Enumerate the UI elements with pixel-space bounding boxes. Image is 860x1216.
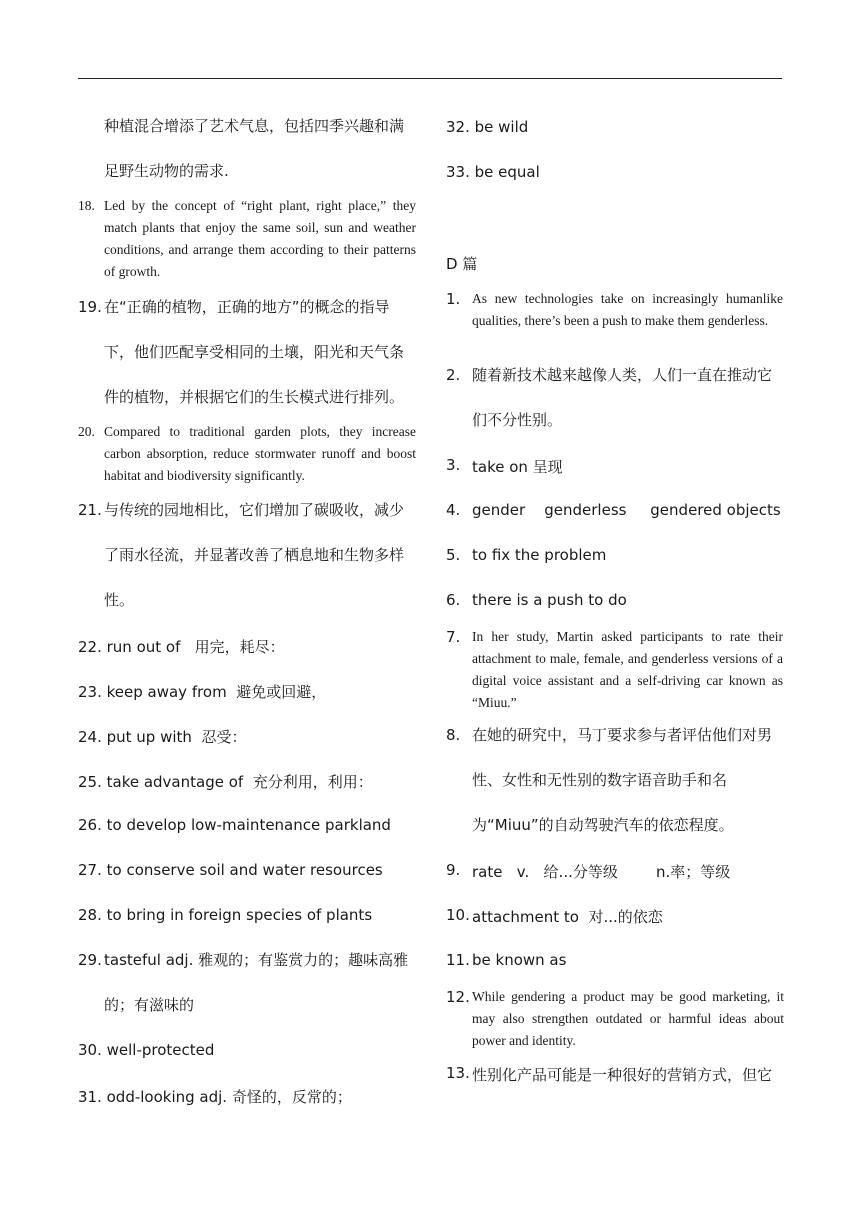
item-number: 2.	[446, 366, 461, 384]
list-item-22: 22. run out of 用完，耗尽：	[78, 638, 285, 656]
item-text: be known as	[472, 951, 567, 969]
item-text: there is a push to do	[472, 591, 627, 609]
item-text: 随着新技术越来越像人类，人们一直在推动它们不分性别。	[472, 366, 773, 429]
list-item-23: 23. keep away from 避免或回避，	[78, 683, 327, 701]
item-number: 11.	[446, 951, 470, 969]
item-text: gender genderless gendered objects	[472, 501, 781, 519]
list-item-32: 32. be wild	[446, 118, 529, 136]
list-item-33: 33. be equal	[446, 163, 540, 181]
item-text: Compared to traditional garden plots, they increase carbon absorption, reduce stormwater runoff and boost habitat and biodiversity significantly.	[104, 424, 416, 483]
item-number: 6.	[446, 591, 461, 609]
item-text: In her study, Martin asked participants to rate their attachment to male, female, and genderless versions of a digital voice assistant and a self-driving car known as “Miuu.”	[472, 629, 783, 710]
item-text: While gendering a product may be good marketing, it may also strengthen outdated or harmful ideas about power and identity.	[472, 989, 784, 1048]
item-number: 3.	[446, 456, 461, 474]
item-text: attachment to 对...的依恋	[472, 908, 663, 926]
item-number: 4.	[446, 501, 461, 519]
item-number: 20.	[78, 424, 95, 439]
text-line: 足野生动物的需求.	[104, 162, 229, 180]
item-number: 29.	[78, 951, 102, 969]
list-item-30: 30. well-protected	[78, 1041, 215, 1059]
list-item-25: 25. take advantage of 充分利用，利用：	[78, 773, 373, 791]
item-number: 5.	[446, 546, 461, 564]
item-number: 18.	[78, 198, 95, 213]
item-text: to fix the problem	[472, 546, 607, 564]
item-number: 10.	[446, 906, 470, 924]
item-number: 21.	[78, 501, 102, 519]
list-item-24: 24. put up with 忍受：	[78, 728, 247, 746]
item-text: As new technologies take on increasingly humanlike qualities, there’s been a push to make them genderless.	[472, 291, 783, 328]
item-text: 在“正确的植物，正确的地方”的概念的指导下，他们匹配享受相同的土壤，阳光和天气条件的植物，并根据它们的生长模式进行排列。	[104, 298, 405, 406]
header-rule	[78, 78, 782, 79]
item-number: 8.	[446, 726, 461, 744]
item-text: tasteful adj. 雅观的；有鉴赏力的；趣味高雅的；有滋味的	[104, 951, 409, 1014]
item-text: take on 呈现	[472, 458, 563, 476]
list-item-28: 28. to bring in foreign species of plants	[78, 906, 373, 924]
item-number: 12.	[446, 988, 470, 1006]
item-text: 与传统的园地相比，它们增加了碳吸收，减少了雨水径流，并显著改善了栖息地和生物多样性。	[104, 501, 405, 609]
item-number: 1.	[446, 290, 461, 308]
item-text: rate v. 给...分等级 n.率；等级	[472, 863, 731, 881]
item-number: 9.	[446, 861, 461, 879]
item-number: 7.	[446, 628, 461, 646]
list-item-27: 27. to conserve soil and water resources	[78, 861, 383, 879]
item-text: 在她的研究中，马丁要求参与者评估他们对男性、女性和无性别的数字语音助手和名为“Miuu”的自动驾驶汽车的依恋程度。	[472, 726, 773, 834]
item-text: 性别化产品可能是一种很好的营销方式，但它	[472, 1066, 773, 1084]
item-number: 13.	[446, 1064, 470, 1082]
item-text: Led by the concept of “right plant, right place,” they match plants that enjoy the same soil, sun and weather conditions, and arrange them according to their patterns of growth.	[104, 198, 416, 279]
section-title: D 篇	[446, 255, 478, 273]
text-line: 种植混合增添了艺术气息，包括四季兴趣和满	[104, 117, 405, 135]
list-item-31: 31. odd-looking adj. 奇怪的，反常的；	[78, 1088, 352, 1106]
item-number: 19.	[78, 298, 102, 316]
list-item-26: 26. to develop low-maintenance parkland	[78, 816, 391, 834]
